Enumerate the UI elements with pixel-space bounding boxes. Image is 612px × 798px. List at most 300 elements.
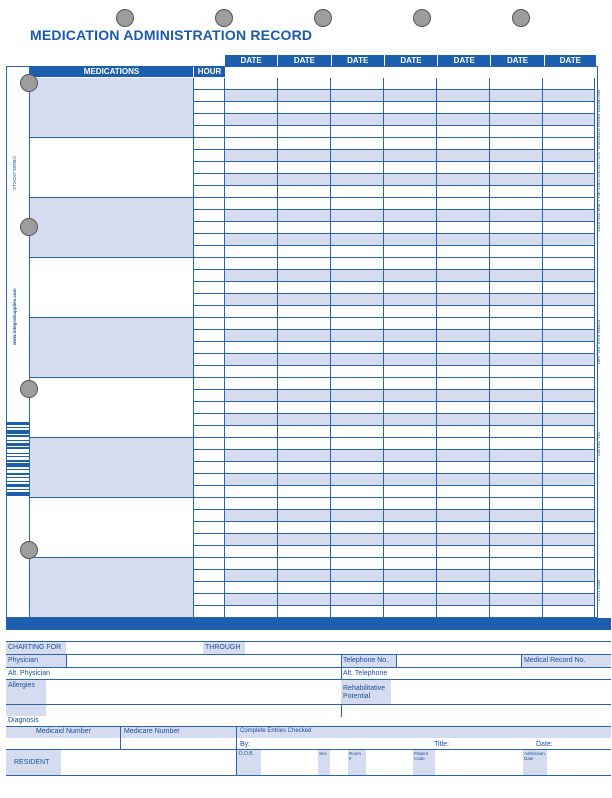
hour-cell[interactable] (194, 582, 225, 594)
dose-cell[interactable] (437, 498, 490, 510)
dose-cell[interactable] (543, 126, 595, 138)
dose-cell[interactable] (331, 198, 384, 210)
dose-cell[interactable] (490, 126, 543, 138)
dose-cell[interactable] (543, 330, 595, 342)
dose-cell[interactable] (384, 486, 437, 498)
dose-cell[interactable] (490, 474, 543, 486)
hour-cell[interactable] (194, 306, 225, 318)
dose-cell[interactable] (384, 330, 437, 342)
dose-cell[interactable] (331, 162, 384, 174)
dose-cell[interactable] (384, 126, 437, 138)
dose-cell[interactable] (437, 582, 490, 594)
dose-cell[interactable] (437, 354, 490, 366)
dose-cell[interactable] (543, 366, 595, 378)
dose-cell[interactable] (278, 150, 331, 162)
dose-cell[interactable] (437, 198, 490, 210)
dose-cell[interactable] (225, 150, 278, 162)
hour-cell[interactable] (194, 354, 225, 366)
dose-cell[interactable] (331, 186, 384, 198)
hour-cell[interactable] (194, 606, 225, 618)
dose-cell[interactable] (331, 546, 384, 558)
dose-cell[interactable] (278, 510, 331, 522)
dose-cell[interactable] (490, 582, 543, 594)
dose-cell[interactable] (331, 414, 384, 426)
dose-cell[interactable] (384, 570, 437, 582)
dose-cell[interactable] (384, 186, 437, 198)
dose-cell[interactable] (331, 510, 384, 522)
dose-cell[interactable] (225, 258, 278, 270)
dose-cell[interactable] (278, 546, 331, 558)
dose-cell[interactable] (490, 342, 543, 354)
hour-cell[interactable] (194, 522, 225, 534)
dose-cell[interactable] (490, 366, 543, 378)
dose-cell[interactable] (384, 462, 437, 474)
dose-cell[interactable] (543, 426, 595, 438)
dose-cell[interactable] (225, 270, 278, 282)
dose-cell[interactable] (278, 210, 331, 222)
dose-cell[interactable] (225, 234, 278, 246)
dose-cell[interactable] (384, 114, 437, 126)
hour-cell[interactable] (194, 258, 225, 270)
dose-cell[interactable] (225, 306, 278, 318)
dose-cell[interactable] (225, 558, 278, 570)
hour-cell[interactable] (194, 558, 225, 570)
dose-cell[interactable] (331, 570, 384, 582)
dose-cell[interactable] (278, 522, 331, 534)
dose-cell[interactable] (490, 318, 543, 330)
dose-cell[interactable] (331, 426, 384, 438)
dose-cell[interactable] (543, 342, 595, 354)
dose-cell[interactable] (437, 222, 490, 234)
dose-cell[interactable] (278, 534, 331, 546)
dose-cell[interactable] (278, 330, 331, 342)
dose-cell[interactable] (437, 594, 490, 606)
dose-cell[interactable] (437, 282, 490, 294)
dose-cell[interactable] (278, 426, 331, 438)
dose-cell[interactable] (437, 570, 490, 582)
dose-cell[interactable] (331, 282, 384, 294)
dose-cell[interactable] (490, 558, 543, 570)
dose-cell[interactable] (278, 486, 331, 498)
dose-cell[interactable] (490, 570, 543, 582)
dose-cell[interactable] (225, 162, 278, 174)
dose-cell[interactable] (278, 570, 331, 582)
dose-cell[interactable] (437, 150, 490, 162)
hour-cell[interactable] (194, 198, 225, 210)
dose-cell[interactable] (384, 534, 437, 546)
dose-cell[interactable] (331, 474, 384, 486)
dose-cell[interactable] (543, 210, 595, 222)
dose-cell[interactable] (331, 342, 384, 354)
dose-cell[interactable] (225, 546, 278, 558)
dose-cell[interactable] (225, 366, 278, 378)
dose-cell[interactable] (278, 414, 331, 426)
dose-cell[interactable] (490, 162, 543, 174)
dose-cell[interactable] (437, 246, 490, 258)
dose-cell[interactable] (278, 582, 331, 594)
hour-cell[interactable] (194, 114, 225, 126)
dose-cell[interactable] (543, 498, 595, 510)
dose-cell[interactable] (278, 222, 331, 234)
dose-cell[interactable] (278, 294, 331, 306)
dose-cell[interactable] (278, 138, 331, 150)
dose-cell[interactable] (490, 606, 543, 618)
dose-cell[interactable] (384, 510, 437, 522)
dose-cell[interactable] (331, 234, 384, 246)
dose-cell[interactable] (225, 570, 278, 582)
dose-cell[interactable] (490, 498, 543, 510)
dose-cell[interactable] (437, 126, 490, 138)
dose-cell[interactable] (384, 150, 437, 162)
dose-cell[interactable] (384, 270, 437, 282)
dose-cell[interactable] (437, 78, 490, 90)
dose-cell[interactable] (278, 342, 331, 354)
dose-cell[interactable] (384, 342, 437, 354)
dose-cell[interactable] (490, 534, 543, 546)
dose-cell[interactable] (225, 402, 278, 414)
dose-cell[interactable] (490, 174, 543, 186)
dose-cell[interactable] (543, 306, 595, 318)
dose-cell[interactable] (278, 114, 331, 126)
dose-cell[interactable] (437, 234, 490, 246)
dose-cell[interactable] (437, 210, 490, 222)
dose-cell[interactable] (384, 522, 437, 534)
dose-cell[interactable] (384, 498, 437, 510)
dose-cell[interactable] (384, 606, 437, 618)
dose-cell[interactable] (331, 462, 384, 474)
dose-cell[interactable] (490, 306, 543, 318)
dose-cell[interactable] (278, 594, 331, 606)
dose-cell[interactable] (384, 162, 437, 174)
dose-cell[interactable] (384, 366, 437, 378)
dose-cell[interactable] (543, 354, 595, 366)
dose-cell[interactable] (331, 354, 384, 366)
dose-cell[interactable] (225, 174, 278, 186)
dose-cell[interactable] (490, 330, 543, 342)
dose-cell[interactable] (225, 126, 278, 138)
dose-cell[interactable] (225, 114, 278, 126)
dose-cell[interactable] (384, 198, 437, 210)
dose-cell[interactable] (490, 450, 543, 462)
dose-cell[interactable] (331, 330, 384, 342)
medication-entry[interactable] (30, 438, 194, 498)
dose-cell[interactable] (543, 390, 595, 402)
dose-cell[interactable] (384, 438, 437, 450)
dose-cell[interactable] (543, 462, 595, 474)
dose-cell[interactable] (490, 90, 543, 102)
hour-cell[interactable] (194, 402, 225, 414)
dose-cell[interactable] (543, 534, 595, 546)
dose-cell[interactable] (225, 582, 278, 594)
medication-entry[interactable] (30, 78, 194, 138)
dose-cell[interactable] (278, 186, 331, 198)
dose-cell[interactable] (384, 90, 437, 102)
dose-cell[interactable] (225, 462, 278, 474)
hour-cell[interactable] (194, 150, 225, 162)
dose-cell[interactable] (543, 90, 595, 102)
dose-cell[interactable] (225, 222, 278, 234)
dose-cell[interactable] (278, 174, 331, 186)
hour-cell[interactable] (194, 546, 225, 558)
dose-cell[interactable] (490, 462, 543, 474)
dose-cell[interactable] (437, 402, 490, 414)
dose-cell[interactable] (543, 162, 595, 174)
dose-cell[interactable] (225, 318, 278, 330)
dose-cell[interactable] (331, 486, 384, 498)
dose-cell[interactable] (225, 606, 278, 618)
dose-cell[interactable] (490, 390, 543, 402)
dose-cell[interactable] (331, 222, 384, 234)
dose-cell[interactable] (543, 138, 595, 150)
dose-cell[interactable] (437, 546, 490, 558)
dose-cell[interactable] (490, 138, 543, 150)
dose-cell[interactable] (543, 378, 595, 390)
dose-cell[interactable] (543, 102, 595, 114)
dose-cell[interactable] (225, 198, 278, 210)
hour-cell[interactable] (194, 378, 225, 390)
dose-cell[interactable] (278, 246, 331, 258)
hour-cell[interactable] (194, 366, 225, 378)
dose-cell[interactable] (331, 534, 384, 546)
medication-entry[interactable] (30, 558, 194, 618)
dose-cell[interactable] (437, 510, 490, 522)
hour-cell[interactable] (194, 342, 225, 354)
dose-cell[interactable] (490, 546, 543, 558)
dose-cell[interactable] (225, 330, 278, 342)
hour-cell[interactable] (194, 426, 225, 438)
dose-cell[interactable] (278, 450, 331, 462)
dose-cell[interactable] (543, 78, 595, 90)
dose-cell[interactable] (278, 366, 331, 378)
dose-cell[interactable] (384, 294, 437, 306)
dose-cell[interactable] (437, 90, 490, 102)
dose-cell[interactable] (384, 210, 437, 222)
dose-cell[interactable] (543, 174, 595, 186)
dose-cell[interactable] (437, 474, 490, 486)
hour-cell[interactable] (194, 222, 225, 234)
dose-cell[interactable] (225, 246, 278, 258)
medication-entry[interactable] (30, 498, 194, 558)
dose-cell[interactable] (384, 582, 437, 594)
dose-cell[interactable] (384, 378, 437, 390)
hour-cell[interactable] (194, 102, 225, 114)
dose-cell[interactable] (225, 510, 278, 522)
dose-cell[interactable] (278, 90, 331, 102)
medication-entry[interactable] (30, 378, 194, 438)
dose-cell[interactable] (331, 594, 384, 606)
hour-cell[interactable] (194, 498, 225, 510)
dose-cell[interactable] (543, 522, 595, 534)
dose-cell[interactable] (490, 198, 543, 210)
dose-cell[interactable] (437, 102, 490, 114)
dose-cell[interactable] (278, 438, 331, 450)
hour-cell[interactable] (194, 486, 225, 498)
dose-cell[interactable] (543, 414, 595, 426)
hour-cell[interactable] (194, 462, 225, 474)
dose-cell[interactable] (331, 366, 384, 378)
dose-cell[interactable] (384, 558, 437, 570)
dose-cell[interactable] (490, 510, 543, 522)
dose-cell[interactable] (490, 186, 543, 198)
dose-cell[interactable] (543, 474, 595, 486)
dose-cell[interactable] (384, 354, 437, 366)
dose-cell[interactable] (384, 594, 437, 606)
dose-cell[interactable] (225, 102, 278, 114)
dose-cell[interactable] (543, 258, 595, 270)
dose-cell[interactable] (331, 402, 384, 414)
hour-cell[interactable] (194, 126, 225, 138)
dose-cell[interactable] (384, 306, 437, 318)
hour-cell[interactable] (194, 186, 225, 198)
dose-cell[interactable] (225, 522, 278, 534)
dose-cell[interactable] (384, 318, 437, 330)
dose-cell[interactable] (278, 318, 331, 330)
dose-cell[interactable] (490, 114, 543, 126)
dose-cell[interactable] (331, 606, 384, 618)
dose-cell[interactable] (437, 270, 490, 282)
dose-cell[interactable] (384, 426, 437, 438)
dose-cell[interactable] (331, 270, 384, 282)
dose-cell[interactable] (384, 390, 437, 402)
dose-cell[interactable] (331, 102, 384, 114)
hour-cell[interactable] (194, 474, 225, 486)
dose-cell[interactable] (225, 414, 278, 426)
dose-cell[interactable] (384, 258, 437, 270)
hour-cell[interactable] (194, 534, 225, 546)
dose-cell[interactable] (384, 414, 437, 426)
dose-cell[interactable] (331, 294, 384, 306)
dose-cell[interactable] (490, 102, 543, 114)
hour-cell[interactable] (194, 570, 225, 582)
dose-cell[interactable] (437, 342, 490, 354)
dose-cell[interactable] (437, 390, 490, 402)
dose-cell[interactable] (543, 234, 595, 246)
dose-cell[interactable] (384, 222, 437, 234)
dose-cell[interactable] (437, 258, 490, 270)
dose-cell[interactable] (225, 594, 278, 606)
dose-cell[interactable] (384, 402, 437, 414)
hour-cell[interactable] (194, 210, 225, 222)
dose-cell[interactable] (278, 306, 331, 318)
dose-cell[interactable] (278, 474, 331, 486)
dose-cell[interactable] (543, 270, 595, 282)
dose-cell[interactable] (384, 138, 437, 150)
dose-cell[interactable] (490, 270, 543, 282)
dose-cell[interactable] (543, 510, 595, 522)
hour-cell[interactable] (194, 174, 225, 186)
dose-cell[interactable] (225, 486, 278, 498)
dose-cell[interactable] (490, 282, 543, 294)
dose-cell[interactable] (331, 582, 384, 594)
dose-cell[interactable] (437, 366, 490, 378)
dose-cell[interactable] (437, 294, 490, 306)
hour-cell[interactable] (194, 282, 225, 294)
dose-cell[interactable] (278, 378, 331, 390)
dose-cell[interactable] (437, 114, 490, 126)
dose-cell[interactable] (331, 210, 384, 222)
hour-cell[interactable] (194, 390, 225, 402)
dose-cell[interactable] (437, 450, 490, 462)
dose-cell[interactable] (543, 486, 595, 498)
dose-cell[interactable] (225, 474, 278, 486)
dose-cell[interactable] (331, 318, 384, 330)
dose-cell[interactable] (278, 162, 331, 174)
dose-cell[interactable] (331, 498, 384, 510)
dose-cell[interactable] (384, 474, 437, 486)
dose-cell[interactable] (384, 282, 437, 294)
dose-cell[interactable] (278, 258, 331, 270)
dose-cell[interactable] (543, 318, 595, 330)
dose-cell[interactable] (543, 282, 595, 294)
dose-cell[interactable] (225, 210, 278, 222)
dose-cell[interactable] (543, 438, 595, 450)
dose-cell[interactable] (278, 354, 331, 366)
dose-cell[interactable] (225, 498, 278, 510)
dose-cell[interactable] (543, 582, 595, 594)
hour-cell[interactable] (194, 318, 225, 330)
dose-cell[interactable] (225, 294, 278, 306)
dose-cell[interactable] (543, 606, 595, 618)
dose-cell[interactable] (490, 210, 543, 222)
dose-cell[interactable] (225, 342, 278, 354)
dose-cell[interactable] (490, 522, 543, 534)
hour-cell[interactable] (194, 234, 225, 246)
dose-cell[interactable] (225, 450, 278, 462)
dose-cell[interactable] (331, 378, 384, 390)
dose-cell[interactable] (490, 426, 543, 438)
hour-cell[interactable] (194, 90, 225, 102)
dose-cell[interactable] (278, 234, 331, 246)
medication-entry[interactable] (30, 318, 194, 378)
dose-cell[interactable] (384, 78, 437, 90)
dose-cell[interactable] (543, 546, 595, 558)
dose-cell[interactable] (490, 294, 543, 306)
dose-cell[interactable] (278, 126, 331, 138)
dose-cell[interactable] (437, 462, 490, 474)
dose-cell[interactable] (331, 126, 384, 138)
dose-cell[interactable] (543, 186, 595, 198)
dose-cell[interactable] (278, 498, 331, 510)
dose-cell[interactable] (543, 198, 595, 210)
dose-cell[interactable] (437, 138, 490, 150)
dose-cell[interactable] (278, 102, 331, 114)
dose-cell[interactable] (331, 90, 384, 102)
dose-cell[interactable] (384, 246, 437, 258)
dose-cell[interactable] (278, 282, 331, 294)
dose-cell[interactable] (490, 438, 543, 450)
dose-cell[interactable] (331, 174, 384, 186)
dose-cell[interactable] (225, 90, 278, 102)
dose-cell[interactable] (543, 558, 595, 570)
dose-cell[interactable] (278, 390, 331, 402)
dose-cell[interactable] (543, 246, 595, 258)
dose-cell[interactable] (437, 174, 490, 186)
dose-cell[interactable] (278, 198, 331, 210)
dose-cell[interactable] (490, 234, 543, 246)
dose-cell[interactable] (437, 522, 490, 534)
dose-cell[interactable] (225, 426, 278, 438)
dose-cell[interactable] (543, 222, 595, 234)
dose-cell[interactable] (384, 234, 437, 246)
dose-cell[interactable] (490, 378, 543, 390)
dose-cell[interactable] (543, 594, 595, 606)
dose-cell[interactable] (543, 150, 595, 162)
dose-cell[interactable] (543, 450, 595, 462)
dose-cell[interactable] (225, 438, 278, 450)
dose-cell[interactable] (331, 522, 384, 534)
medication-entry[interactable] (30, 138, 194, 198)
dose-cell[interactable] (225, 282, 278, 294)
